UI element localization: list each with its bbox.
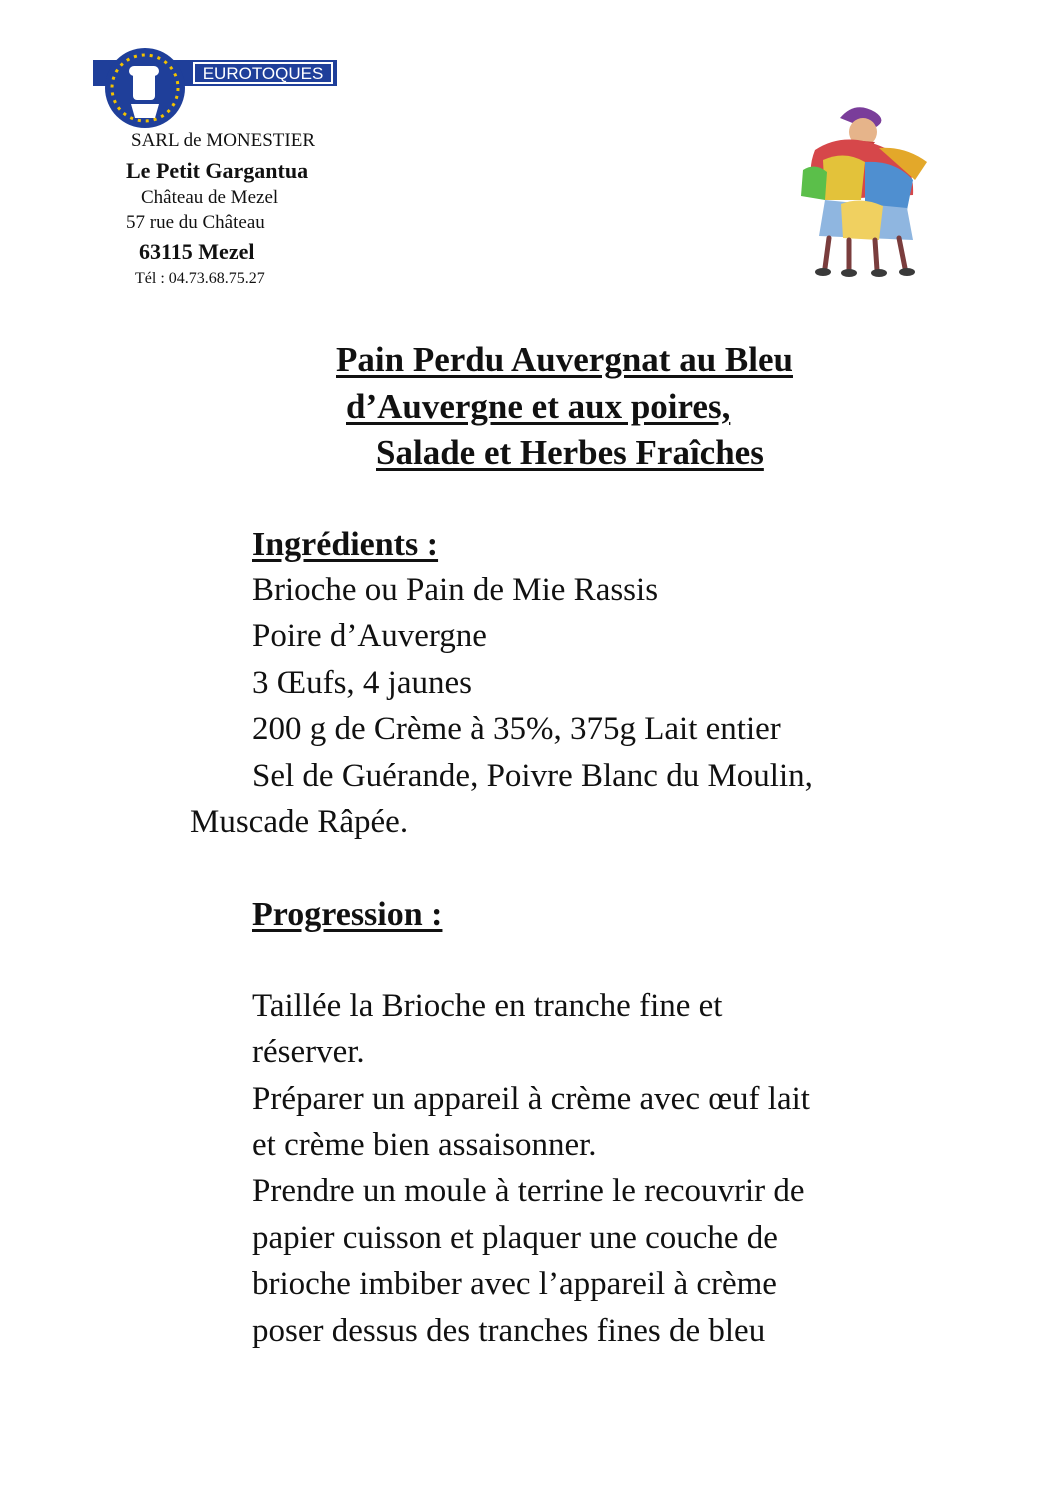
ingredient-item: Poire d’Auvergne: [252, 618, 487, 654]
progression-heading: Progression :: [252, 896, 443, 933]
company-name: SARL de MONESTIER: [131, 130, 316, 151]
phone-number: Tél : 04.73.68.75.27: [135, 270, 265, 287]
ingredients-heading: Ingrédients :: [252, 526, 439, 563]
progression-line: Prendre un moule à terrine le recouvrir de: [252, 1173, 805, 1209]
eurotoques-logo: [93, 48, 337, 130]
address-street: 57 rue du Château: [126, 212, 265, 233]
eurotoques-chef-logo-icon: [93, 48, 337, 130]
progression-line: brioche imbiber avec l’appareil à crème: [252, 1266, 777, 1302]
recipe-title-line-3: Salade et Herbes Fraîches: [376, 433, 764, 472]
ingredient-item: 3 Œufs, 4 jaunes: [252, 665, 472, 701]
progression-line: et crème bien assaisonner.: [252, 1127, 597, 1163]
progression-line: réserver.: [252, 1034, 365, 1070]
progression-line: poser dessus des tranches fines de bleu: [252, 1313, 766, 1349]
progression-line: papier cuisson et plaquer une couche de: [252, 1220, 778, 1256]
address-city: 63115 Mezel: [139, 239, 255, 264]
gargantua-illustration-icon: [795, 100, 935, 280]
progression-line: Taillée la Brioche en tranche fine et: [252, 988, 723, 1024]
logo-brand-text: EUROTOQUES: [202, 64, 324, 83]
gargantua-illustration: [795, 100, 935, 280]
ingredient-item: Muscade Râpée.: [190, 804, 409, 840]
ingredient-item: Sel de Guérande, Poivre Blanc du Moulin,: [252, 758, 813, 794]
restaurant-name: Le Petit Gargantua: [126, 158, 309, 183]
progression-line: Préparer un appareil à crème avec œuf lait: [252, 1081, 810, 1117]
ingredient-item: Brioche ou Pain de Mie Rassis: [252, 572, 659, 608]
recipe-title-line-1: Pain Perdu Auvergnat au Bleu: [336, 340, 793, 379]
ingredient-item: 200 g de Crème à 35%, 375g Lait entier: [252, 711, 781, 747]
address-place: Château de Mezel: [141, 187, 279, 208]
recipe-title-line-2: d’Auvergne et aux poires,: [346, 387, 731, 426]
